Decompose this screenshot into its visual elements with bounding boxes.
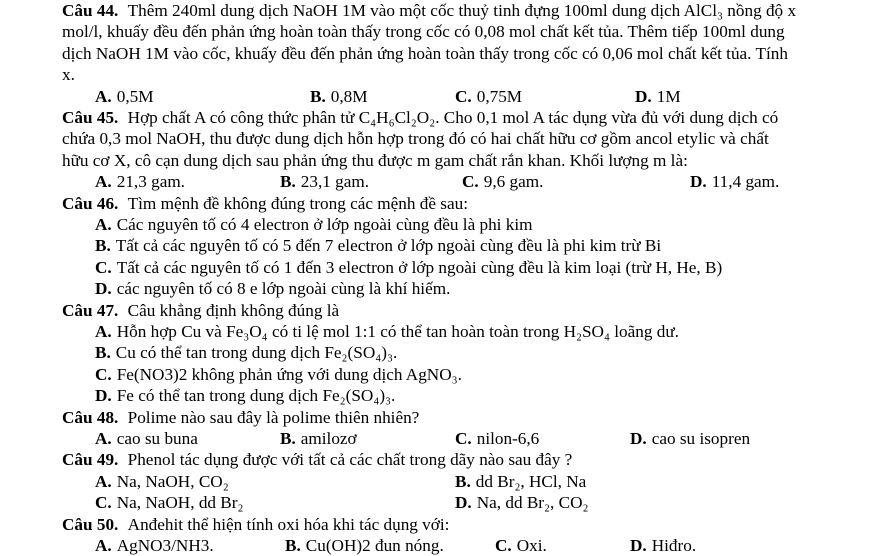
option-label: B. (285, 536, 301, 556)
question-stem-line (0, 64, 876, 85)
option-text: Cu(OH)2 đun nóng. (305, 536, 444, 556)
option-text: Cu có thể tan trong dung dịch Fe₂(SO₄)₃. (115, 343, 398, 363)
option-text: 1M (656, 86, 681, 106)
option-label: B. (310, 86, 326, 106)
question-number: Câu 45. (62, 108, 119, 128)
answer-option-b[interactable] (455, 471, 586, 492)
question-number: Câu 48. (62, 407, 119, 427)
option-label: C. (462, 172, 479, 192)
question-stem-text: Câu khẳng định không đúng là (127, 300, 340, 320)
answer-option-d[interactable] (0, 385, 876, 406)
option-text: dd Br₂, HCl, Na (475, 471, 587, 491)
option-text: Oxi. (516, 536, 547, 556)
question-stem-text: Polime nào sau đây là polime thiên nhiên? (127, 407, 420, 427)
answer-options-row (0, 471, 876, 492)
question-block-cau-49 (0, 449, 876, 513)
option-label: B. (95, 236, 111, 256)
answer-option-b[interactable] (280, 428, 357, 449)
answer-option-c[interactable] (495, 535, 547, 556)
answer-option-a[interactable] (0, 321, 876, 342)
answer-option-d[interactable] (455, 492, 588, 513)
question-block-cau-45 (0, 107, 876, 193)
answer-option-b[interactable] (280, 171, 369, 192)
question-stem-text: x. (62, 65, 75, 85)
option-text: 9,6 gam. (483, 172, 544, 192)
option-label: B. (280, 429, 296, 449)
option-label: A. (95, 172, 112, 192)
option-text: nilon-6,6 (476, 429, 540, 449)
answer-option-b[interactable] (285, 535, 444, 556)
option-label: D. (630, 536, 647, 556)
option-label: C. (455, 429, 472, 449)
question-stem-line (0, 107, 876, 128)
question-stem-text: chứa 0,3 mol NaOH, thu được dung dịch hỗn hợp trong đó có hai chất hữu cơ gồm ancol etylic và chất (62, 129, 769, 149)
option-text: 0,8M (330, 86, 368, 106)
question-stem-text: Phenol tác dụng được với tất cả các chất trong dãy nào sau đây ? (127, 450, 573, 470)
question-stem-text: Thêm 240ml dung dịch NaOH 1M vào một cốc thuỷ tinh đựng 100ml dung dịch AlCl₃ nồng độ x (127, 1, 797, 20)
option-label: C. (95, 493, 112, 513)
answer-option-a[interactable] (95, 171, 185, 192)
question-stem-text: Anđehit thể hiện tính oxi hóa khi tác dụng với: (127, 514, 450, 534)
option-label: C. (95, 364, 112, 384)
answer-option-c[interactable] (0, 364, 876, 385)
option-label: D. (455, 493, 472, 513)
option-label: B. (455, 471, 471, 491)
option-label: D. (690, 172, 707, 192)
option-label: C. (455, 86, 472, 106)
option-text: Hỗn hợp Cu và Fe₃O₄ có ti lệ mol 1:1 có thể tan hoàn toàn trong H₂SO₄ loãng dư. (116, 322, 679, 342)
answer-option-c[interactable] (95, 492, 243, 513)
option-label: B. (280, 172, 296, 192)
option-label: A. (95, 429, 112, 449)
option-text: 11,4 gam. (711, 172, 780, 192)
answer-option-c[interactable] (0, 257, 876, 278)
answer-option-d[interactable] (630, 428, 750, 449)
option-label: B. (95, 343, 111, 363)
question-stem-text: mol/l, khuấy đều đến phản ứng hoàn toàn thấy trong cốc có 0,08 mol chất kết tủa. Thêm tiếp 100ml dung (62, 22, 785, 42)
answer-option-a[interactable] (95, 428, 198, 449)
question-number: Câu 46. (62, 193, 119, 213)
answer-options-row (0, 86, 876, 107)
answer-option-c[interactable] (462, 171, 543, 192)
answer-option-d[interactable] (690, 171, 779, 192)
question-number: Câu 50. (62, 514, 119, 534)
option-label: A. (95, 86, 112, 106)
option-text: Fe có thể tan trong dung dịch Fe₂(SO₄)₃. (116, 386, 396, 406)
answer-option-b[interactable] (0, 342, 876, 363)
question-stem-text: Tìm mệnh đề không đúng trong các mệnh đề sau: (127, 193, 468, 213)
question-number: Câu 47. (62, 300, 119, 320)
option-label: A. (95, 536, 112, 556)
option-text: 0,5M (116, 86, 154, 106)
question-stem-line (0, 514, 876, 535)
option-text: AgNO3/NH3. (116, 536, 214, 556)
question-stem-text: Hợp chất A có công thức phân tử C₄H₆Cl₂O₂. Cho 0,1 mol A tác dụng vừa đủ với dung dịch có (127, 108, 779, 128)
question-block-cau-47 (0, 300, 876, 407)
answer-option-d[interactable] (630, 535, 696, 556)
question-block-cau-46 (0, 193, 876, 300)
question-stem-text: dịch NaOH 1M vào cốc, khuấy đều đến phản ứng hoàn toàn thấy trong cốc có 0,06 mol chất kết tủa. Tính (62, 43, 788, 63)
option-text: Hiđro. (651, 536, 697, 556)
question-stem-line (0, 43, 876, 64)
option-label: A. (95, 215, 112, 235)
question-stem-line (0, 128, 876, 149)
answer-option-b[interactable] (0, 235, 876, 256)
question-block-cau-44 (0, 0, 876, 107)
question-stem-line (0, 449, 876, 470)
question-stem-line (0, 300, 876, 321)
option-label: C. (95, 257, 112, 277)
option-text: 23,1 gam. (300, 172, 370, 192)
question-stem-line (0, 407, 876, 428)
option-text: Na, NaOH, CO₂ (116, 471, 229, 491)
question-stem-line (0, 0, 876, 21)
option-text: Na, NaOH, dd Br₂ (116, 493, 244, 513)
answer-option-a[interactable] (95, 471, 229, 492)
answer-options-row (0, 492, 876, 513)
question-stem-line (0, 193, 876, 214)
option-text: 0,75M (476, 86, 523, 106)
option-text: amilozơ (300, 429, 357, 449)
question-stem-text: hữu cơ X, cô cạn dung dịch sau phản ứng thu được m gam chất rắn khan. Khối lượng m là: (62, 150, 688, 170)
option-label: A. (95, 471, 112, 491)
option-text: Na, dd Br₂, CO₂ (476, 493, 589, 513)
answer-options-row (0, 428, 876, 449)
question-number: Câu 44. (62, 1, 119, 20)
question-stem-line (0, 21, 876, 42)
option-text: cao su isopren (651, 429, 751, 449)
answer-option-a[interactable] (95, 86, 154, 107)
answer-options-row (0, 535, 876, 556)
question-number: Câu 49. (62, 450, 119, 470)
answer-option-c[interactable] (455, 86, 522, 107)
option-text: Fe(NO3)2 không phản ứng với dung dịch AgNO₃. (116, 364, 462, 384)
answer-option-d[interactable] (635, 86, 681, 107)
option-label: D. (635, 86, 652, 106)
answer-option-b[interactable] (310, 86, 368, 107)
answer-option-a[interactable] (95, 535, 214, 556)
option-text: Tất cả các nguyên tố có 5 đến 7 electron ở lớp ngoài cùng đều là phi kim trừ Bi (115, 236, 662, 256)
question-stem-line (0, 150, 876, 171)
option-label: D. (95, 386, 112, 406)
answer-option-c[interactable] (455, 428, 539, 449)
option-label: A. (95, 322, 112, 342)
option-text: cao su buna (116, 429, 198, 449)
option-text: Các nguyên tố có 4 electron ở lớp ngoài cùng đều là phi kim (116, 215, 533, 235)
question-block-cau-48 (0, 407, 876, 450)
option-label: D. (630, 429, 647, 449)
option-label: C. (495, 536, 512, 556)
answer-options-row (0, 171, 876, 192)
option-text: các nguyên tố có 8 e lớp ngoài cùng là khí hiếm. (116, 279, 451, 299)
answer-option-d[interactable] (0, 278, 876, 299)
answer-option-a[interactable] (0, 214, 876, 235)
option-text: Tất cả các nguyên tố có 1 đến 3 electron ở lớp ngoài cùng đều là kim loại (trừ H, He, B) (116, 257, 723, 277)
option-label: D. (95, 279, 112, 299)
option-text: 21,3 gam. (116, 172, 185, 192)
